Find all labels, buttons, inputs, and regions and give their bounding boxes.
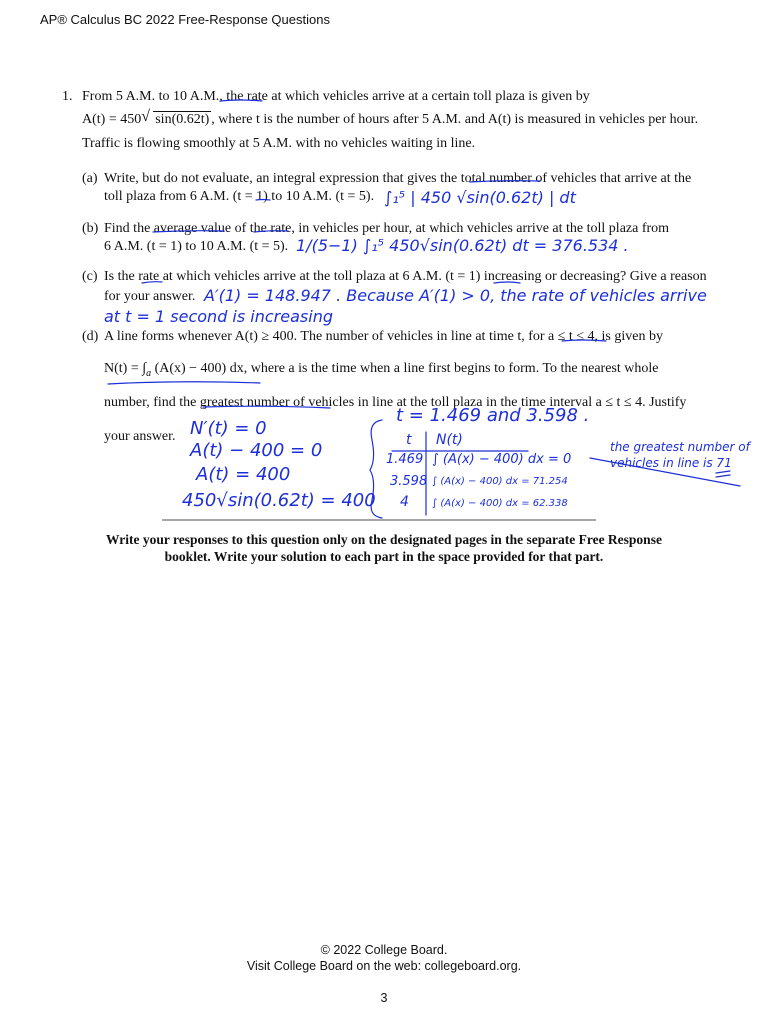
work-step2: A(t) − 400 = 0 bbox=[190, 440, 323, 461]
underline-rate bbox=[220, 100, 262, 101]
underline-greatest-number bbox=[203, 406, 330, 408]
table-head-n: N(t) bbox=[436, 432, 463, 448]
underline-increasing bbox=[494, 282, 520, 283]
footer-visit: Visit College Board on the web: collegeboard.org. bbox=[246, 959, 522, 973]
sqrt-radicand: √ sin(0.62t) bbox=[141, 108, 210, 127]
page-number: 3 bbox=[380, 991, 388, 1005]
part-d-line4: your answer. bbox=[104, 429, 176, 444]
answer-double-underline-1 bbox=[716, 471, 730, 473]
part-b-label: (b) bbox=[82, 221, 99, 236]
work-conclusion-line2: vehicles in line is 71 bbox=[610, 456, 732, 470]
part-d-line3: number, find the greatest number of vehicles in line at the toll plaza in the time interval a ≤ t ≤ 4. Justify bbox=[104, 395, 687, 410]
underline-n-of-t bbox=[108, 382, 260, 384]
part-b-handwritten-answer: 1/(5−1) ∫₁⁵ 450√sin(0.62t) dt = 376.534 . bbox=[296, 236, 629, 255]
part-a-line2: toll plaza from 6 A.M. (t = 1) to 10 A.M. (t = 5). bbox=[104, 189, 375, 204]
rate-function-lhs: A(t) = 450 bbox=[82, 112, 142, 127]
table-row-3-t: 4 bbox=[400, 494, 409, 510]
part-c-label: (c) bbox=[82, 269, 98, 284]
part-b-line2: 6 A.M. (t = 1) to 10 A.M. (t = 5). bbox=[104, 239, 289, 254]
underline-interval bbox=[562, 340, 606, 341]
part-a-handwritten-answer: ∫₁⁵ | 450 √sin(0.62t) | dt bbox=[384, 188, 576, 207]
part-a-label: (a) bbox=[82, 171, 98, 186]
work-step4: 450√sin(0.62t) = 400 bbox=[182, 490, 376, 511]
part-c-handwritten-answer-line2: at t = 1 second is increasing bbox=[104, 307, 333, 326]
part-c-handwritten-answer-line1: A′(1) = 148.947 . Because A′(1) > 0, the rate of vehicles arrive bbox=[204, 286, 707, 305]
part-a-line1: Write, but do not evaluate, an integral expression that gives the total number of vehicles that arrive at the bbox=[104, 171, 692, 186]
page-header: AP® Calculus BC 2022 Free-Response Questions bbox=[40, 12, 330, 27]
work-step3: A(t) = 400 bbox=[196, 464, 291, 485]
question-number: 1. bbox=[62, 89, 73, 104]
underline-t1 bbox=[256, 200, 270, 201]
part-d-line2-rest: (A(x) − 400) dx, where a is the time when a line first begins to form. To the nearest whole bbox=[154, 361, 659, 376]
brace-left bbox=[370, 420, 382, 518]
n-of-t-integral: N(t) = ∫ bbox=[104, 361, 147, 376]
intro-line2-rest: , where t is the number of hours after 5 A.M. and A(t) is measured in vehicles per hour. bbox=[211, 112, 699, 127]
table-row-2-t: 3.598 bbox=[390, 474, 428, 489]
work-step1: N′(t) = 0 bbox=[190, 418, 267, 439]
table-row-1-t: 1.469 bbox=[386, 452, 424, 467]
footer-copyright: © 2022 College Board. bbox=[320, 943, 448, 957]
part-d-label: (d) bbox=[82, 329, 99, 344]
part-d-line1: A line forms whenever A(t) ≥ 400. The number of vehicles in line at time t, for a ≤ t ≤ 4, is given by bbox=[104, 329, 663, 344]
table-row-2-n: ∫ (A(x) − 400) dx = 71.254 bbox=[432, 476, 568, 487]
part-c-line2: for your answer. bbox=[104, 289, 196, 304]
integral-lower-limit: a bbox=[146, 367, 152, 379]
arrow-right bbox=[590, 458, 740, 486]
instructions-line1: Write your responses to this question only on the designated pages in the separate Free Response bbox=[106, 532, 662, 547]
underline-total-number bbox=[470, 181, 540, 182]
underline-the-rate bbox=[254, 231, 288, 232]
work-roots: t = 1.469 and 3.598 . bbox=[396, 405, 590, 426]
question-intro-line1: From 5 A.M. to 10 A.M., the rate at which vehicles arrive at a certain toll plaza is given by bbox=[82, 89, 590, 104]
work-conclusion-line1: the greatest number of bbox=[610, 440, 750, 454]
sqrt-sign: √ bbox=[141, 108, 151, 125]
underline-rate-c bbox=[142, 282, 162, 283]
instructions-line2: booklet. Write your solution to each part in the space provided for that part. bbox=[164, 549, 604, 564]
part-c-line1: Is the rate at which vehicles arrive at the toll plaza at 6 A.M. (t = 1) increasing or decreasing? Give a reason bbox=[104, 269, 707, 284]
question-intro-line3: Traffic is flowing smoothly at 5 A.M. with no vehicles waiting in line. bbox=[82, 136, 476, 151]
table-row-1-n: ∫ (A(x) − 400) dx = 0 bbox=[432, 452, 572, 467]
table-row-3-n: ∫ (A(x) − 400) dx = 62.338 bbox=[432, 498, 568, 509]
part-b-line1: Find the average value of the rate, in vehicles per hour, at which vehicles arrive at the toll plaza from bbox=[104, 221, 670, 236]
answer-double-underline-2 bbox=[716, 475, 730, 477]
table-head-t: t bbox=[406, 432, 412, 448]
underline-average-value bbox=[153, 231, 224, 232]
